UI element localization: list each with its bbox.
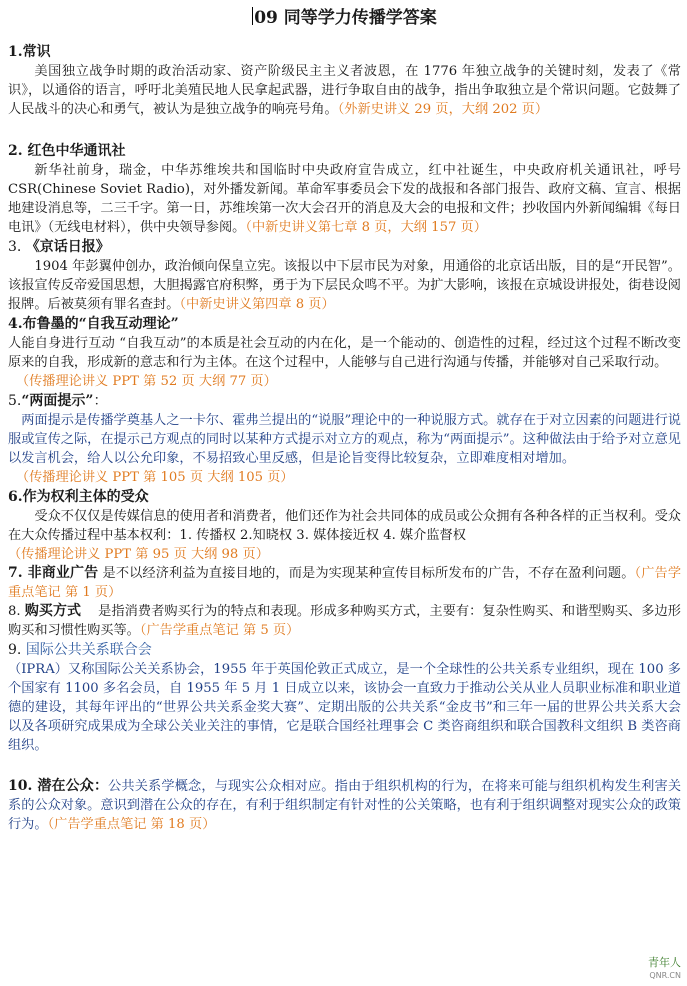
entry-body: 美国独立战争时期的政治活动家、资产阶级民主主义者波恩，在 1776 年独立战争的关键时刻，发表了《常识》，以通俗的语言，呼吁北美殖民地人民拿起武器，进行争取自由的战争，指出争取独立是个常识问题。它鼓舞了人民战斗的决心和勇气，被认为是独立战争的响亮号角。（外新史讲义 29 页，大纲 202 页） bbox=[8, 64, 681, 117]
entry-6 bbox=[8, 487, 681, 564]
entry-heading: 5.“两面提示”： bbox=[8, 393, 108, 409]
entry-reference: （中新史讲义第七章 8 页，大纲 157 页） bbox=[245, 220, 487, 235]
entry-body: 1904 年彭翼仲创办，政治倾向保皇立宪。该报以中下层市民为对象，用通俗的北京话出版，目的是“开民智”。该报宣传反帝爱国思想，大胆揭露官府积弊，勇于为下层民众鸣不平。为扩大影响，该报在京城设讲报处，街巷设阅报牌。后被莫须有罪名查封。（中新史讲义第四章 8 页） bbox=[8, 259, 681, 312]
entry-reference: （广告学重点笔记 第 18 页） bbox=[47, 817, 216, 832]
entry-reference: （广告学重点笔记 第 5 页） bbox=[139, 623, 300, 638]
entry-reference: （中新史讲义第四章 8 页） bbox=[179, 297, 335, 312]
entry-heading: 1.常识 bbox=[8, 44, 51, 60]
entry-7 bbox=[8, 564, 681, 602]
entry-heading: 购买方式 bbox=[24, 603, 82, 619]
entry-body: 受众不仅仅是传媒信息的使用者和消费者，他们还作为社会共同体的成员或公众拥有各种各样的正当权利。受众在大众传播过程中基本权利：1. 传播权 2.知晓权 3. 媒体接近权 4. 媒介监督权 bbox=[8, 509, 681, 543]
entry-5 bbox=[8, 391, 681, 487]
entry-2 bbox=[8, 141, 681, 237]
entry-reference: （传播理论讲义 PPT 第 52 页 大纲 77 页） bbox=[15, 374, 277, 389]
entry-body: 两面提示是传播学奠基人之一卡尔、霍弗兰提出的“说服”理论中的一种说服方式。就存在于对立因素的问题进行说服或宣传之际，在提示己方观点的同时以某种方式提示对立方的观点，称为“两面提示”。这种做法由于给予对立意见以发言机会，给人以公允印象，不易招致心里反感，但是论旨变得比较复杂，立即难度相对增加。 bbox=[8, 413, 681, 466]
entry-heading: 7. 非商业广告 bbox=[8, 565, 99, 581]
site-logo: 青年人 QNR.CN bbox=[648, 956, 681, 980]
entry-body: 人能自身进行互动 “自我互动”的本质是社会互动的内在化，是一个能动的、创造性的过程，经过这个过程不断改变原来的自我，形成新的意志和行为主体。在这个过程中，人能够与自己进行沟通与传播，并能够对自己采取行动。 bbox=[8, 336, 681, 370]
entry-heading: 4.布鲁墨的“自我互动理论” bbox=[8, 316, 179, 332]
entry-4 bbox=[8, 314, 681, 391]
entry-heading: 6.作为权利主体的受众 bbox=[8, 489, 149, 505]
entry-body: 新华社前身，瑞金，中华苏维埃共和国临时中央政府宣告成立，红中社诞生，中央政府机关通讯社，呼号 CSR(Chinese Soviet Radio)，对外播发新闻。革命军事委员会下发的战报和各部门报告、政府文稿、宣言、根据地建设消息等，二三千字。第一日，苏维埃第一次大会召开的消息及大会的电报和文件；抄收国内外新闻编辑《每日电讯》（无线电材料），供中央领导参阅。（中新史讲义第七章 8 页，大纲 157 页） bbox=[8, 163, 681, 235]
entry-reference: （传播理论讲义 PPT 第 105 页 大纲 105 页） bbox=[15, 470, 294, 485]
document-page bbox=[8, 6, 681, 834]
entry-heading: 10. 潜在公众： bbox=[8, 778, 109, 794]
entry-8 bbox=[8, 602, 681, 640]
entry-body: 8. 购买方式 是指消费者购买行为的特点和表现。形成多种购买方式，主要有：复杂性购买、和谐型购买、多边形购买和习惯性购买等。（广告学重点笔记 第 5 页） bbox=[8, 603, 681, 638]
entry-reference: （外新史讲义 29 页，大纲 202 页） bbox=[337, 102, 549, 117]
entry-heading: 9. 国际公共关系联合会 bbox=[8, 642, 152, 658]
entry-10 bbox=[8, 777, 681, 834]
entry-body: 7. 非商业广告 是不以经济利益为直接目地的，而是为实现某种宣传目标所发布的广告，不存在盈利问题。（广告学重点笔记 第 1 页） bbox=[8, 565, 682, 600]
entry-reference: （广告学重点笔记 第 1 页） bbox=[8, 566, 682, 600]
entry-body: 10. 潜在公众：公共关系学概念，与现实公众相对应。指由于组织机构的行为，在将来可能与组织机构发生利害关系的公众对象。意识到潜在公众的存在，有利于组织制定有针对性的公关策略，也有利于组织调整对现实公众的政策行为。（广告学重点笔记 第 18 页） bbox=[8, 778, 682, 832]
entry-3 bbox=[8, 237, 681, 314]
entry-heading: 3. 《京话日报》 bbox=[8, 239, 110, 255]
entry-body: （IPRA）又称国际公关关系协会，1955 年于英国伦敦正式成立，是一个全球性的公共关系专业组织，现在 100 多个国家有 1100 多名会员，自 1955 年 5 月 1 日成立以来，该协会一直致力于推动公关从业人员职业标准和职业道德的建设，其每年评出的“世界公共关系金奖大赛”、定期出版的公共关系“金皮书”和三年一届的世界公共关系大会以及各项研究成果成为全球公关业关注的事情，它是联合国经社理事会 C 类咨商组织和联合国教科文组织 B 类咨商组织。 bbox=[8, 662, 681, 753]
entry-1 bbox=[8, 42, 681, 119]
entry-reference: （传播理论讲义 PPT 第 95 页 大纲 98 页） bbox=[8, 547, 269, 562]
entry-heading: 2. 红色中华通讯社 bbox=[8, 143, 126, 159]
page-title: 09 同等学力传播学答案 bbox=[254, 8, 437, 28]
entry-9 bbox=[8, 640, 681, 755]
